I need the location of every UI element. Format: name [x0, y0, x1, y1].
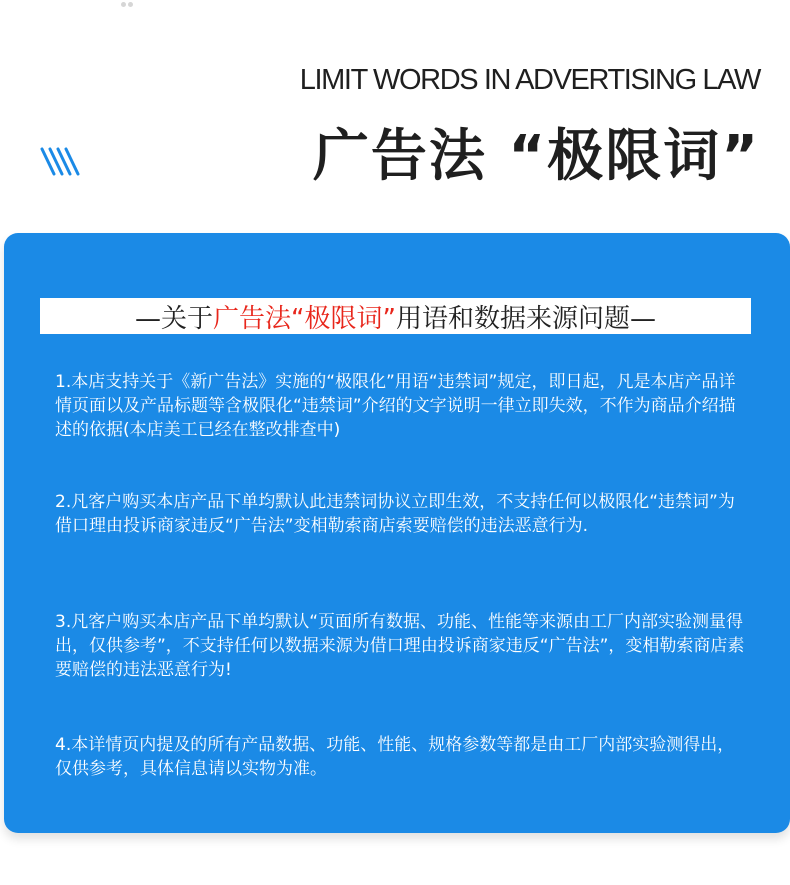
notice-paragraph-4: 4.本详情页内提及的所有产品数据、功能、性能、规格参数等都是由工厂内部实验测得出，仅供参考，具体信息请以实物为准。 — [55, 735, 735, 779]
heading-suffix: 用语和数据来源问题— — [395, 303, 656, 334]
dots-decoration — [121, 2, 135, 8]
notice-paragraph-2: 2.凡客户购买本店产品下单均默认此违禁词协议立即生效，不支持任何以极限化“违禁词”为借口理由投诉商家违反“广告法”变相勒索商店索要赔偿的违法恶意行为. — [55, 492, 735, 536]
notice-heading — [40, 298, 751, 334]
chinese-title: 广告法 “极限词” — [312, 124, 760, 189]
heading-prefix: —关于 — [135, 303, 214, 334]
english-title: LIMIT WORDS IN ADVERTISING LAW — [299, 64, 760, 96]
heading-highlight: 广告法“极限词” — [213, 303, 396, 334]
notice-paragraph-1: 1.本店支持关于《新广告法》实施的“极限化”用语“违禁词”规定，即日起，凡是本店产品详情页面以及产品标题等含极限化“违禁词”介绍的文字说明一律立即失效，不作为商品介绍描述的依据(本店美工已经在整改排查中) — [55, 372, 736, 440]
slashes-icon — [40, 146, 82, 178]
notice-paragraph-3: 3.凡客户购买本店产品下单均默认“页面所有数据、功能、性能等来源由工厂内部实验测量得出，仅供参考”，不支持任何以数据来源为借口理由投诉商家违反“广告法”，变相勒索商店素要赔偿的违法恶意行为! — [55, 612, 745, 680]
